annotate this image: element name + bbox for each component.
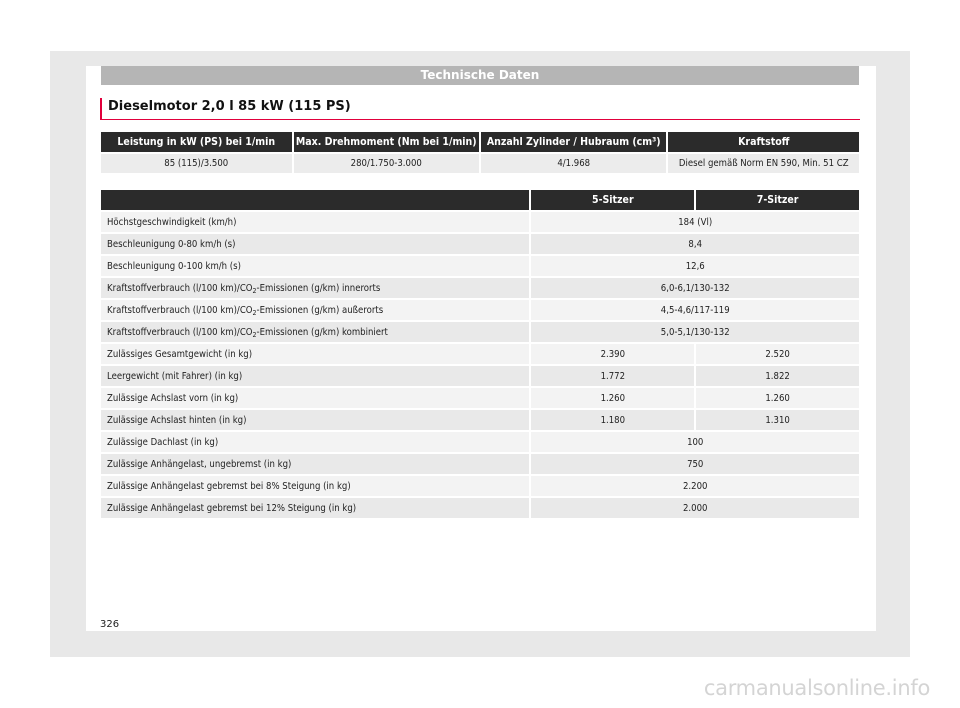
table-row bbox=[101, 154, 859, 173]
chapter-header bbox=[101, 66, 859, 85]
table-row bbox=[101, 388, 859, 408]
row-label: Kraftstoffverbrauch (l/100 $km)/CO_2$-Emissionen (g/km) innerorts bbox=[101, 278, 529, 298]
section-title-text: Dieselmotor 2,0 l 85 kW (115 PS) bbox=[108, 99, 351, 114]
row-value: 100 bbox=[531, 432, 859, 452]
spec-table-header bbox=[101, 190, 859, 210]
column-header: Leistung in kW (PS) bei 1/min bbox=[101, 132, 292, 152]
table-row bbox=[101, 366, 859, 386]
row-value-7-seater: 1.822 bbox=[696, 366, 859, 386]
row-value-7-seater: 1.260 bbox=[696, 388, 859, 408]
chapter-title: Technische Daten bbox=[420, 68, 540, 82]
table-cell: 85 (115)/3.500 bbox=[101, 154, 292, 173]
row-value-5-seater: 2.390 bbox=[531, 344, 694, 364]
row-value-5-seater: 1.180 bbox=[531, 410, 694, 430]
engine-table bbox=[99, 130, 861, 175]
page-number: 326 bbox=[100, 619, 120, 630]
section-heading bbox=[100, 98, 860, 120]
row-value: 2.200 bbox=[531, 476, 859, 496]
row-label: Kraftstoffverbrauch (l/100 $km)/CO_2$-Emissionen (g/km) außerorts bbox=[101, 300, 529, 320]
row-label: Höchstgeschwindigkeit (km/h) bbox=[101, 212, 529, 232]
row-value-5-seater: 1.772 bbox=[531, 366, 694, 386]
column-header-empty bbox=[101, 190, 529, 210]
row-label: Zulässige Achslast hinten (in kg) bbox=[101, 410, 529, 430]
engine-table-header bbox=[101, 132, 859, 152]
row-label: Zulässiges Gesamtgewicht (in kg) bbox=[101, 344, 529, 364]
row-label: Zulässige Achslast vorn (in kg) bbox=[101, 388, 529, 408]
table-row bbox=[101, 234, 859, 254]
table-row bbox=[101, 300, 859, 320]
row-value: 6,0-6,1/130-132 bbox=[531, 278, 859, 298]
row-value-5-seater: 1.260 bbox=[531, 388, 694, 408]
row-value-7-seater: 2.520 bbox=[696, 344, 859, 364]
table-row bbox=[101, 410, 859, 430]
column-header: Anzahl Zylinder / Hubraum (cm³) bbox=[481, 132, 666, 152]
column-header-5-seater: 5-Sitzer bbox=[531, 190, 694, 210]
row-label: Leergewicht (mit Fahrer) (in kg) bbox=[101, 366, 529, 386]
table-row bbox=[101, 212, 859, 232]
row-value: 4,5-4,6/117-119 bbox=[531, 300, 859, 320]
row-value-7-seater: 1.310 bbox=[696, 410, 859, 430]
row-label: Kraftstoffverbrauch (l/100 $km)/CO_2$-Emissionen (g/km) kombiniert bbox=[101, 322, 529, 342]
row-label: Beschleunigung 0-100 km/h (s) bbox=[101, 256, 529, 276]
table-row bbox=[101, 256, 859, 276]
table-cell: 4/1.968 bbox=[481, 154, 666, 173]
watermark-text: carmanualsonline.info bbox=[703, 676, 930, 700]
table-row bbox=[101, 278, 859, 298]
table-row bbox=[101, 454, 859, 474]
row-value: 8,4 bbox=[531, 234, 859, 254]
spec-table bbox=[99, 188, 861, 520]
table-row bbox=[101, 498, 859, 518]
row-value: 750 bbox=[531, 454, 859, 474]
table-row bbox=[101, 322, 859, 342]
row-label: Zulässige Anhängelast gebremst bei 8% Steigung (in kg) bbox=[101, 476, 529, 496]
row-value: 5,0-5,1/130-132 bbox=[531, 322, 859, 342]
row-label: Zulässige Anhängelast gebremst bei 12% Steigung (in kg) bbox=[101, 498, 529, 518]
column-header: Kraftstoff bbox=[668, 132, 859, 152]
table-cell: Diesel gemäß Norm EN 590, Min. 51 CZ bbox=[668, 154, 859, 173]
table-row bbox=[101, 432, 859, 452]
row-label: Zulässige Anhängelast, ungebremst (in kg) bbox=[101, 454, 529, 474]
row-value: 2.000 bbox=[531, 498, 859, 518]
table-cell: 280/1.750-3.000 bbox=[294, 154, 479, 173]
row-label: Beschleunigung 0-80 km/h (s) bbox=[101, 234, 529, 254]
row-value: 12,6 bbox=[531, 256, 859, 276]
column-header: Max. Drehmoment (Nm bei 1/min) bbox=[294, 132, 479, 152]
table-row bbox=[101, 344, 859, 364]
row-label: Zulässige Dachlast (in kg) bbox=[101, 432, 529, 452]
row-value: 184 (Vl) bbox=[531, 212, 859, 232]
table-row bbox=[101, 476, 859, 496]
column-header-7-seater: 7-Sitzer bbox=[696, 190, 859, 210]
